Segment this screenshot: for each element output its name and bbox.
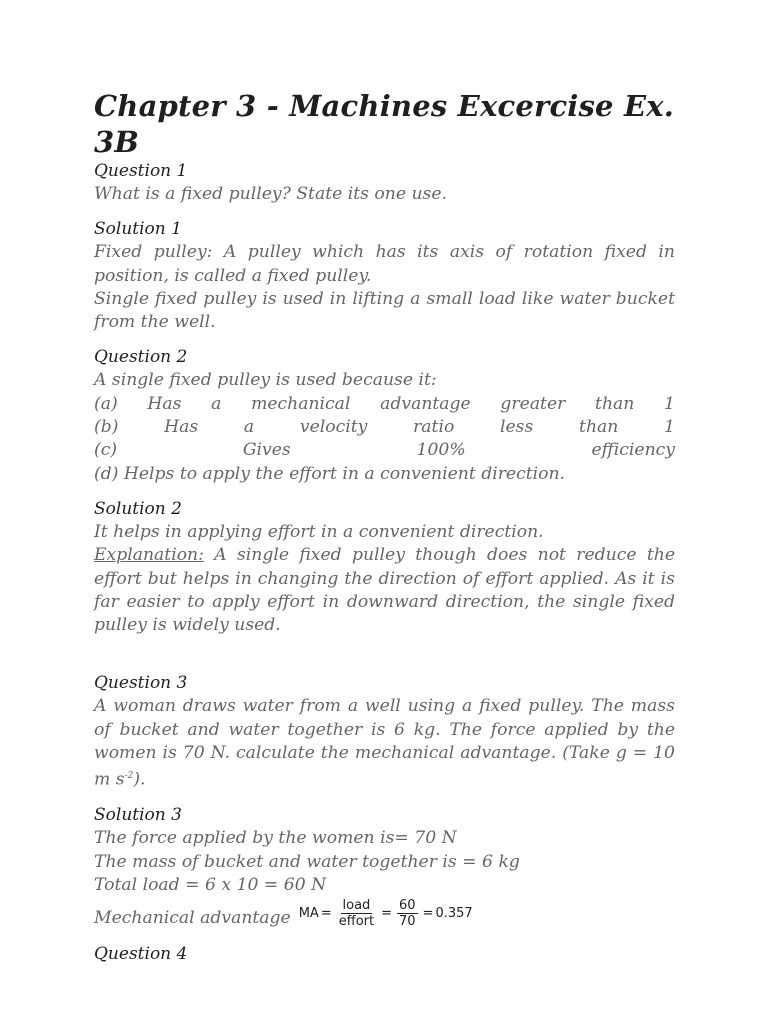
mechanical-advantage-label: Mechanical advantage <box>94 908 291 929</box>
question-3-heading: Question 3 <box>94 673 188 694</box>
formula-lhs: MA <box>298 906 319 922</box>
question-4-heading: Question 4 <box>94 943 188 964</box>
solution-1-paragraph-1: Fixed pulley: A pulley which has its axis of rotation fixed in position, is called a fixed pulley. <box>94 242 675 286</box>
mechanical-advantage-row <box>94 897 675 930</box>
formula-result: 0.357 <box>435 906 473 922</box>
question-3-text <box>94 695 675 792</box>
formula-numerator-load: load <box>342 898 371 914</box>
question-3-exponent: -2 <box>124 771 134 782</box>
solution-2-explanation <box>94 544 675 637</box>
question-2-option-b: (b) Has a velocity ratio less than 1 <box>94 417 675 438</box>
formula-denominator-70: 70 <box>399 914 416 930</box>
solution-1-heading: Solution 1 <box>94 219 182 240</box>
document-content <box>94 88 675 966</box>
question-1-text: What is a fixed pulley? State its one use. <box>94 184 447 204</box>
question-3-text-main: A woman draws water from a well using a fixed pulley. The mass of bucket and water together is 6 kg. The force applied by the women is 70 N. calculate the mechanical advantage. (Take g = 10 m s <box>94 696 675 791</box>
explanation-label: Explanation: <box>94 545 204 566</box>
question-2-heading: Question 2 <box>94 347 188 368</box>
chapter-title: Chapter 3 - Machines Excercise Ex. 3B <box>94 89 675 159</box>
question-2-option-c: (c) Gives 100% efficiency <box>94 440 675 461</box>
solution-1-paragraph-2: Single fixed pulley is used in lifting a small load like water bucket from the well. <box>94 288 675 333</box>
formula-fraction-load-effort <box>337 898 376 929</box>
formula-equals-3: = <box>422 906 434 922</box>
formula-numerator-60: 60 <box>399 898 416 914</box>
mechanical-advantage-formula <box>299 898 473 929</box>
formula-denominator-effort: effort <box>338 914 375 930</box>
question-2-option-d: (d) Helps to apply the effort in a convenient direction. <box>94 463 565 484</box>
question-3-text-end: ). <box>133 770 146 791</box>
solution-3-line-2: The mass of bucket and water together is = 6 kg <box>94 851 520 872</box>
solution-2-heading: Solution 2 <box>94 498 182 519</box>
solution-3-line-3: Total load = 6 x 10 = 60 N <box>94 874 327 895</box>
question-2-intro: A single fixed pulley is used because it: <box>94 370 437 391</box>
solution-3-heading: Solution 3 <box>94 805 182 826</box>
explanation-text: A single fixed pulley though does not reduce the effort but helps in changing the direction of effort applied. As it is far easier to apply effort in downward direction, the single fixed pulley is widely used. <box>94 545 675 636</box>
formula-fraction-values <box>397 898 418 929</box>
formula-equals-2: = <box>381 906 392 922</box>
solution-2-answer: It helps in applying effort in a convenient direction. <box>94 521 544 542</box>
question-1-heading: Question 1 <box>94 161 188 181</box>
solution-3-line-1: The force applied by the women is= 70 N <box>94 828 457 849</box>
question-2-option-a: (a) Has a mechanical advantage greater than 1 <box>94 393 675 414</box>
formula-equals-1: = <box>320 906 332 922</box>
